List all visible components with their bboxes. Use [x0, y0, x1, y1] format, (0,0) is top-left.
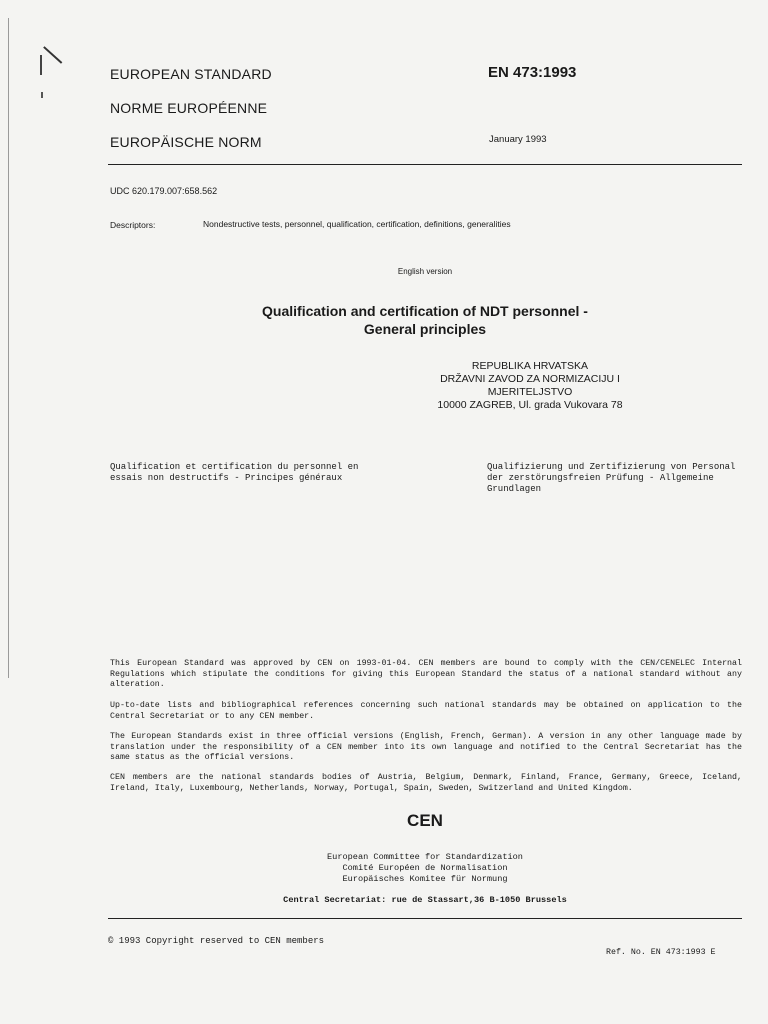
approval-paragraph-2: Up-to-date lists and bibliographical references concerning such national standards may be obtained on application to the Central Secretariat or to any CEN member.: [110, 701, 742, 721]
approval-paragraph-1: This European Standard was approved by CEN on 1993-01-04. CEN members are bound to comply with the CEN/CENELEC Internal Regulations which stipulate the conditions for giving this European Standard the status of a national standard without any alteration.: [110, 659, 742, 690]
margin-mark: [40, 55, 42, 75]
version-note: English version: [397, 267, 453, 276]
stamp-line4: 10000 ZAGREB, Ul. grada Vukovara 78: [437, 399, 623, 411]
standard-heading-en: EUROPEAN STANDARD: [110, 66, 272, 82]
title-french: Qualification et certification du personnel en essais non destructifs - Principes généraux: [110, 462, 359, 483]
standard-heading-fr: NORME EUROPÉENNE: [110, 100, 268, 116]
margin-line: [8, 18, 9, 678]
title-german: Qualifizierung und Zertifizierung von Personal der zerstörungsfreien Prüfung - Allgemeine Grundlagen: [487, 462, 736, 494]
document-title: [210, 302, 640, 338]
document-title-line2: General principles: [363, 321, 487, 337]
copyright-notice: © 1993 Copyright reserved to CEN members: [108, 936, 325, 946]
institute-stamp: [400, 360, 660, 412]
standard-heading-de: EUROPÄISCHE NORM: [110, 134, 262, 150]
approval-paragraph-4: CEN members are the national standards bodies of Austria, Belgium, Denmark, Finland, France, Germany, Greece, Iceland, Ireland, Italy, Luxembourg, Netherlands, Norway, Portugal, Spain, Sweden, Switzerland and United Kingdom.: [110, 773, 742, 793]
reference-number: Ref. No. EN 473:1993 E: [606, 948, 716, 957]
approval-paragraph-3: The European Standards exist in three official versions (English, French, German). A version in any other language made by translation under the responsibility of a CEN member into its own language and notified to the Central Secretariat has the same status as the official versions.: [110, 732, 742, 763]
descriptors-label: Descriptors:: [110, 220, 156, 230]
standard-number: EN 473:1993: [488, 64, 577, 81]
cen-name-de: Europäisches Komitee für Normung: [342, 874, 508, 884]
cen-logo: CEN: [407, 811, 443, 830]
bottom-rule: [108, 918, 742, 919]
publication-date: January 1993: [489, 134, 547, 145]
margin-mark: [43, 46, 62, 63]
cen-name-en: European Committee for Standardization: [327, 852, 523, 862]
stamp-line1: REPUBLIKA HRVATSKA: [471, 360, 589, 372]
margin-mark: [41, 92, 43, 98]
cen-names: [250, 852, 600, 885]
cen-name-fr: Comité Européen de Normalisation: [342, 863, 508, 873]
udc-code: UDC 620.179.007:658.562: [110, 186, 218, 196]
top-rule: [108, 164, 742, 165]
central-secretariat: Central Secretariat: rue de Stassart,36 B-1050 Brussels: [283, 895, 567, 905]
document-title-line1: Qualification and certification of NDT personnel -: [262, 303, 588, 319]
stamp-line2: DRŽAVNI ZAVOD ZA NORMIZACIJU I: [440, 373, 620, 385]
stamp-line3: MJERITELJSTVO: [487, 386, 573, 398]
descriptors-value: Nondestructive tests, personnel, qualification, certification, definitions, generalities: [203, 219, 511, 229]
